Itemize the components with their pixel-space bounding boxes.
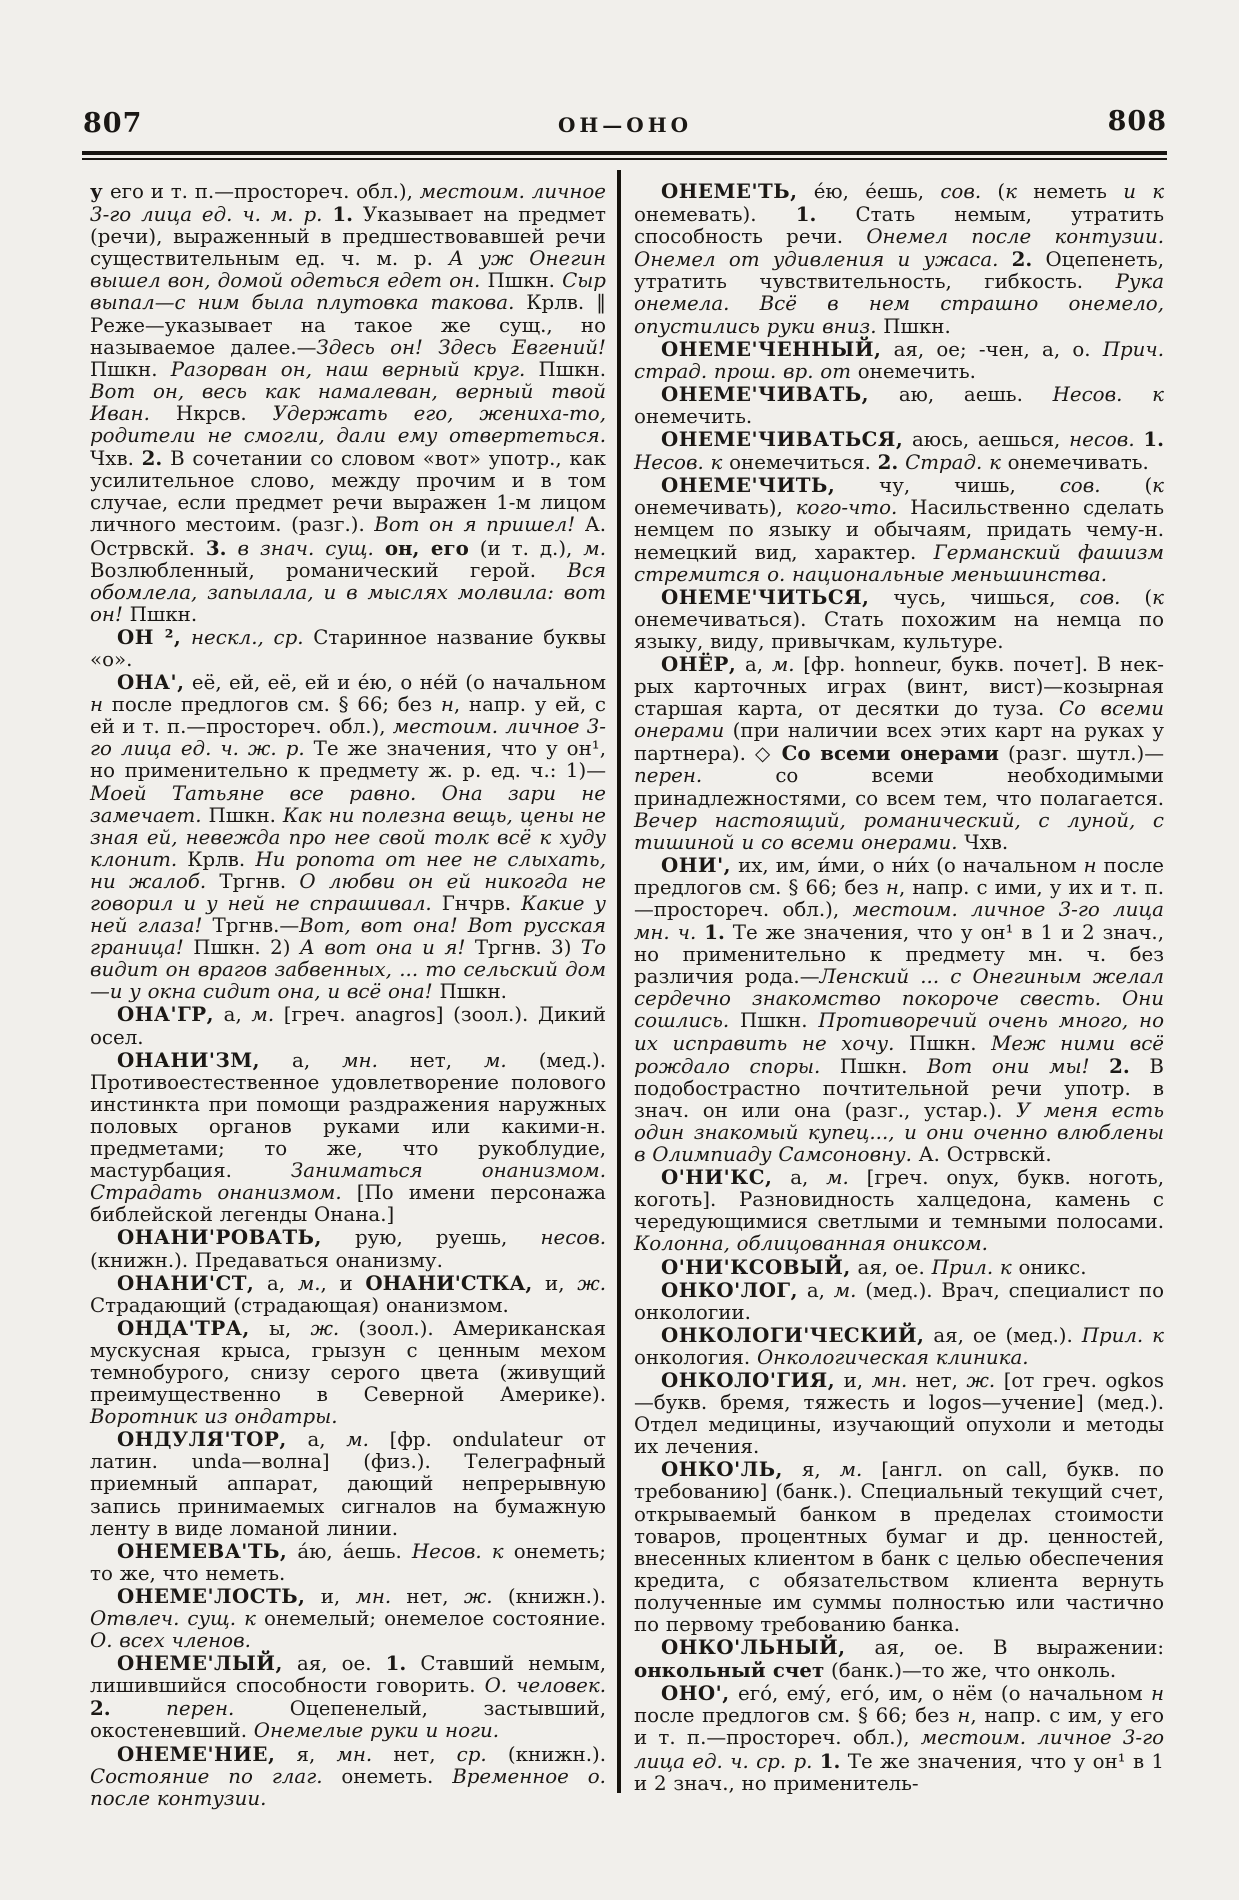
entry-text-italic: м.: [826, 1166, 849, 1190]
entry-text: (банк.)—то же, что онколь.: [824, 1659, 1117, 1683]
entry-text: неметь: [1016, 180, 1124, 203]
entry-text-italic: Разорван он, наш верный круг.: [170, 357, 526, 381]
entry-text-italic: кого-что.: [795, 496, 898, 520]
page-header: [83, 104, 1167, 146]
entry-text-italic: м.: [297, 1271, 321, 1295]
entry-text: а,: [260, 1048, 343, 1072]
entry-onkolog: [634, 1279, 1164, 1324]
entry-text-bold: ОНАНИ'СТКА,: [365, 1270, 533, 1295]
entry-text-italic: ср.: [456, 1742, 487, 1766]
entry-text-bold: 1.: [704, 920, 725, 945]
entry-text-italic: Прич. страд. прош. вр. от: [634, 337, 1164, 383]
entry-text: (разг. шутл.)—: [998, 742, 1165, 766]
entry-text-italic: У меня есть один знакомый купец..., и они оченно влюблены в Олимпиаду Самсоновну.: [634, 1098, 1164, 1167]
entry-text-bold: 1.: [1143, 427, 1164, 452]
entry-text-italic: Несов. к: [411, 1539, 504, 1563]
headword: у: [90, 179, 104, 203]
headword: ОНАНИ'РОВАТЬ,: [117, 1225, 322, 1250]
entry-text-italic: Заниматься онанизмом. Страдать онанизмом.: [90, 1159, 606, 1205]
entry-text: Те же значения, что у он¹ в 1 и 2 знач., но применительно к предмету мн. ч. без различия рода.—: [634, 921, 1165, 989]
entry-text: (зоол.). Американская мускусная крыса, грызун с ценным мехом темнобурого, снизу серого цвета (живущий преимущественно в Северной Америке).: [90, 1316, 606, 1407]
entry-text: Чхв.: [90, 447, 142, 471]
entry-ono: [634, 1682, 1164, 1794]
entry-onemechitsya: [634, 586, 1164, 653]
entry-text-italic: к: [1005, 180, 1017, 203]
entry-text: Старинное название буквы «о».: [90, 625, 606, 671]
entry-text-bold: 3.: [205, 535, 227, 560]
entry-text-italic: Несов. к: [634, 451, 723, 475]
entry-text-italic: О любви он ей никогда не говорил и у ней не спрашивал.: [90, 869, 607, 915]
page-number-left: 807: [83, 108, 143, 139]
entry-text-italic: Удержать его, жениха-то, родители не смогли, дали ему отвертеться.: [90, 401, 606, 448]
entry-text: нет,: [377, 1048, 484, 1072]
entry-text-italic: То видит он врагов забвенных, ... то сельский дом—и у окна сидит она, и всё она!: [90, 936, 606, 1004]
entry-text-bold: онкольный счет: [634, 1658, 825, 1683]
entry-text: онемечиваться). Стать похожим на немца по языку, виду, привычкам, культуре.: [634, 607, 1164, 653]
headword: ОНАНИ'ЗМ,: [117, 1047, 261, 1072]
entry-text-italic: Сыр выпал—с ним была плутовка такова.: [90, 269, 606, 315]
entry-text: , и: [320, 1271, 366, 1295]
headword: ОНЕМЕ'ЧИВАТЬСЯ,: [661, 427, 904, 452]
entry-text: а́ю, а́ешь.: [287, 1539, 412, 1563]
entry-text: нет,: [372, 1742, 457, 1766]
headword: ОНЕМЕВА'ТЬ,: [117, 1538, 288, 1563]
entry-text: её, ей, её, ей и е́ю, о не́й (о начальном: [184, 671, 606, 695]
entry-text: [998, 248, 1011, 271]
entry-text: (: [981, 180, 1006, 203]
entry-text-bold: 2.: [90, 1696, 111, 1721]
entry-text: [181, 626, 191, 649]
entry-text-bold: Со всеми онерами: [781, 741, 999, 766]
entry-onyor: [634, 653, 1164, 854]
entry-text-italic: Со всеми онерами: [634, 697, 1164, 743]
entry-text-italic: м.: [833, 1278, 857, 1302]
entry-onemechit: [634, 474, 1164, 585]
entry-onemenie: [90, 1743, 606, 1810]
entry-text-italic: местоим. личное 3-го лица мн. ч.: [634, 898, 1164, 945]
entry-text-italic: м.: [251, 1003, 275, 1027]
entry-onemevat: [90, 1540, 606, 1585]
entry-text-italic: Онемелые руки и ноги.: [253, 1719, 500, 1743]
entry-text: [812, 1750, 819, 1773]
entry-text-italic: Страд. к: [905, 451, 1001, 475]
entry-text-italic: сов.: [1059, 474, 1101, 498]
entry-text: А. Острвскй.: [911, 1143, 1052, 1167]
entry-text-italic: О. человек.: [484, 1674, 606, 1698]
entry-text-italic: м.: [583, 536, 606, 560]
headword: ОНЕМЕ'ЛЫЙ,: [117, 1651, 283, 1676]
entry-text-italic: к: [1152, 474, 1164, 498]
entry-ondatra: [90, 1317, 606, 1428]
entry-text-italic: м.: [484, 1048, 507, 1072]
headword: ОНА'ГР,: [117, 1002, 215, 1027]
entry-text: его́, ему́, его́, им, о нём (о начальном: [729, 1682, 1151, 1706]
entry-text-italic: Меж ними всё рождало споры.: [634, 1031, 1164, 1078]
entry-text-italic: ж.: [310, 1316, 340, 1340]
entry-text-italic: мн.: [342, 1048, 378, 1072]
entry-text-italic: н: [440, 693, 454, 717]
entry-text: я,: [782, 1458, 840, 1482]
headword: ОНЕМЕ'ЛОСТЬ,: [117, 1583, 306, 1608]
entry-text-italic: Ни ропота от нее не слыхать, ни жалоб.: [90, 847, 606, 893]
entry-onkolnyj: [634, 1636, 1164, 1682]
entry-text: нет,: [907, 1368, 967, 1392]
entry-text: и,: [305, 1584, 356, 1608]
entry-text-italic: Онемел после контузии. Онемел от удивления и ужаса.: [634, 225, 1164, 272]
entry-text: Пшкн.: [820, 1054, 927, 1078]
entry-text-italic: Отвлеч. сущ. к: [90, 1607, 256, 1630]
entry-text: Насильственно сделать немцем по языку и обычаям, придать чему-н. немецкий вид, характер.: [634, 496, 1164, 564]
entry-text-italic: перен.: [166, 1697, 235, 1721]
entry-onanizm: [90, 1049, 606, 1227]
header-rule: [82, 151, 1167, 160]
entry-text-bold: 2.: [877, 450, 899, 475]
entry-text: Чхв.: [957, 830, 1009, 854]
entry-text: Возлюбленный, романический герой.: [90, 558, 568, 582]
headword: ОНКО'ЛОГ,: [661, 1277, 798, 1302]
entry-text: [фр. honneur, букв. почет]. В нек-рых карточных играх (винт, вист)—козырная старшая карта, от десятки до туза.: [634, 652, 1164, 721]
entry-text: Крлв. ‖ Реже—указывает на такое же сущ., но называемое далее.—: [90, 291, 606, 359]
entry-text: Пшкн.: [876, 314, 951, 338]
entry-text-italic: н: [885, 875, 899, 899]
entry-text-bold: 2.: [141, 446, 163, 471]
entry-text: [374, 537, 385, 560]
entry-text: Нкрсв.: [149, 401, 273, 425]
entry-text-italic: м.: [346, 1428, 369, 1452]
headword: ОНЁР,: [661, 651, 737, 676]
entry-ondulyator: [90, 1428, 606, 1539]
entry-text-italic: Онкологическая клиника.: [756, 1345, 1029, 1369]
entry-onagr: [90, 1003, 606, 1048]
entry-text: Пшкн.: [729, 1009, 819, 1033]
entry-text: а,: [254, 1271, 298, 1295]
headword: ОНАНИ'СТ,: [117, 1270, 255, 1295]
entry-text: (: [1120, 585, 1153, 609]
entry-text: Пшкн.: [90, 357, 171, 381]
entry-text: онемечить.: [850, 359, 976, 383]
entry-text-italic: Германский фашизм стремится о. национальные меньшинства.: [634, 540, 1164, 586]
entry-text: (книжн.).: [492, 1584, 606, 1608]
entry-text: , напр. у ей, с ей и т. п.—простореч. обл.),: [90, 693, 606, 739]
headword: ОНКО'ЛЬНЫЙ,: [661, 1635, 846, 1660]
entry-text-italic: ж.: [577, 1271, 606, 1295]
entry-text-italic: в знач. сущ.: [237, 536, 374, 560]
entry-text: чу, чишь,: [835, 474, 1060, 498]
entry-text: (мед.). Врач, специалист по онкологии.: [634, 1278, 1164, 1324]
entry-text-italic: Как ни полезна вещь, цены не зная ей, невежда про нее свой толк всё к худу клонит.: [90, 803, 606, 871]
entry-text: аюсь, аешься,: [903, 428, 1070, 452]
entry-text: ая, ое.: [282, 1652, 386, 1676]
headword: ОНЕМЕ'ЧИВАТЬ,: [661, 381, 870, 406]
entry-text-italic: А уж Онегин вышел вон, домой одеться едет он.: [90, 247, 606, 293]
entry-text: Крлв.: [177, 847, 256, 871]
entry-text-italic: Вот они мы!: [927, 1054, 1090, 1078]
headword: ОНДА'ТРА,: [117, 1315, 250, 1340]
entry-text: Тргнв.—: [202, 914, 300, 938]
entry-text: (книжн.). Предаваться онанизму.: [90, 1248, 443, 1272]
entry-text-italic: Воротник из ондатры.: [90, 1405, 338, 1429]
entry-text: онеметь; то же, что неметь.: [90, 1539, 606, 1585]
entry-text: а,: [286, 1428, 347, 1452]
entry-text: [696, 921, 704, 944]
headword: ОНО',: [661, 1681, 730, 1706]
entry-text: онемечивать),: [634, 496, 796, 520]
entry-text: со всеми необходимыми принадлежностями, со всем тем, что полагается.: [634, 764, 1164, 810]
entry-text: Тргнв.: [206, 869, 300, 893]
entry-text-italic: Несов. к: [1052, 382, 1164, 406]
entry-text: Оцепенелый, застывший, окостеневший.: [90, 1697, 606, 1743]
entry-text: ы,: [249, 1316, 311, 1340]
entry-text-italic: Состояние по глаг.: [90, 1764, 323, 1788]
entry-text: онемевать).: [634, 203, 796, 227]
entry-text-italic: несов.: [1069, 428, 1135, 452]
entry-text: Указывает на предмет (речи), выраженный в предшествовавшей речи существительным ед. ч. м. р.: [90, 203, 606, 271]
entry-text-italic: н: [1150, 1682, 1164, 1706]
entry-onemechivatsya: [634, 428, 1164, 474]
entry-text: В сочетании со словом «вот» употр., как усилительное слово, между прочим и в том случае, если предмет речи выражен 1-м лицом личного местоим. (разг.).: [90, 447, 606, 537]
entry-text-italic: Моей Татьяне все равно. Она зари не замечает.: [90, 781, 606, 827]
entry-text-italic: м.: [839, 1458, 863, 1482]
entry-text: оникс.: [1011, 1255, 1087, 1279]
entry-text-italic: сов.: [940, 180, 982, 203]
entry-text-italic: А вот она и я!: [299, 936, 466, 960]
entry-text-italic: Вечер настоящий, романический, с луной, с тишиной и со всеми онерами.: [634, 808, 1164, 854]
running-title: ОН—ОНО: [557, 113, 693, 137]
entry-text: а,: [772, 1166, 827, 1190]
headword: ОНЕМЕ'ЧИТЬ,: [661, 473, 836, 498]
entry-text: Страдающий (страдающая) онанизмом.: [90, 1293, 509, 1317]
entry-onemet: [634, 180, 1164, 338]
entry-text-italic: О. всех членов.: [90, 1629, 251, 1653]
entry-text-italic: Прил. к: [931, 1255, 1012, 1279]
entry-text-italic: Противоречий очень много, но их исправить не хочу.: [634, 1009, 1164, 1055]
entry-text: Пшкн. 2): [183, 936, 300, 960]
entry-text-italic: Вот, вот она! Вот русская граница!: [90, 914, 606, 960]
entry-text: [англ. on call, букв. по требованию] (банк.). Специальный текущий счет, открываемый банком в пределах стоимости товаров, процентных бумаг и др. ценностей, внесенных клиентом в банк с целью обеспечения кредита, с обязательством клиента вернуть полученные им суммы полностью или частично по первому требованию банка.: [634, 1458, 1164, 1636]
entry-onanist: [90, 1272, 606, 1317]
entry-text-bold: он, его: [384, 535, 469, 560]
entry-text: Пшкн.: [432, 980, 507, 1004]
entry-text: онемечить.: [634, 404, 753, 428]
headword: ОНЕМЕ'ЧИТЬСЯ,: [661, 584, 870, 609]
right-column: [634, 180, 1164, 1795]
entry-text: [греч. onyx, букв. ноготь, коготь]. Разновидность халцедона, камень с чередующимися светлыми и темными полосами.: [634, 1166, 1164, 1234]
entry-text: Пшкн.: [122, 602, 198, 626]
entry-text-bold: 1.: [385, 1651, 407, 1676]
entry-text: а,: [214, 1003, 252, 1027]
entry-text-italic: местоим. личное 3-го лица ед. ч. ср. р.: [634, 1726, 1165, 1773]
entry-text-italic: Какие у ней глаза!: [90, 892, 606, 938]
entry-text-italic: Вот он я пришел!: [374, 513, 576, 537]
entry-text: е́ю, е́ешь,: [797, 180, 941, 203]
column-divider: [617, 170, 621, 1793]
headword: ОНДУЛЯ'ТОР,: [117, 1427, 287, 1452]
entry-text: чусь, чишься,: [869, 585, 1080, 609]
entry-text-italic: к: [1152, 585, 1164, 609]
entry-text: В подобострастно почтительной речи употр. в знач. он или она (разг., устар.).: [634, 1054, 1164, 1122]
entry-text-italic: ж.: [966, 1368, 996, 1392]
entry-onemelyj: [90, 1652, 606, 1742]
entry-text: (мед.). Противоестественное удовлетворение полового инстинкта при помощи раздражения наружных половых органов руками или какими-н. предметами; то же, что рукоблудие, мастурбация.: [90, 1048, 606, 1183]
entry-text: [111, 1697, 166, 1720]
entry-text-italic: м.: [771, 652, 795, 676]
headword: ОНЕМЕ'НИЕ,: [117, 1741, 276, 1766]
entry-on-2: [90, 626, 606, 671]
headword: ОНКОЛОГИ'ЧЕСКИЙ,: [661, 1322, 925, 1347]
entry-onkol: [634, 1458, 1164, 1636]
entry-text: Гнчрв.: [431, 892, 522, 915]
entry-text-italic: несов.: [540, 1226, 606, 1250]
entry-text: нет,: [391, 1584, 464, 1608]
entry-text: Пшкн.: [525, 357, 606, 381]
entry-text: онемечиться.: [722, 451, 878, 475]
entry-text: их, им, и́ми, о ни́х (о начальном: [731, 853, 1084, 877]
entry-text-bold: 1.: [795, 202, 817, 227]
entry-text: ая, ое (мед.).: [924, 1323, 1082, 1347]
entry-oniksovyj: [634, 1256, 1164, 1279]
entry-text: рую, руешь,: [321, 1226, 541, 1250]
entry-text-bold: 2.: [1109, 1053, 1130, 1078]
entry-text: ая, ое; -чен, а, о.: [881, 337, 1103, 361]
entry-text: Те же значения, что у он¹ в 1 и 2 знач., но применитель-: [634, 1749, 1165, 1795]
headword: ОНЕМЕ'ЧЕННЫЙ,: [661, 336, 882, 361]
entry-text-italic: мн.: [871, 1368, 908, 1392]
entry-text-bold: 1.: [819, 1748, 841, 1773]
entry-text: Тргнв. 3): [465, 936, 581, 960]
entry-text-italic: н: [957, 1704, 971, 1728]
entry-oniks: [634, 1166, 1164, 1255]
entry-onemechivat: [634, 383, 1164, 428]
entry-text-italic: Здесь он! Здесь Евгений!: [316, 335, 606, 359]
page-number-right: 808: [1107, 106, 1167, 137]
entry-text: Ставший немым, лишившийся способности говорить.: [90, 1652, 607, 1698]
entry-text-italic: Прил. к: [1081, 1323, 1164, 1347]
entry-text-bold: 1.: [332, 202, 353, 227]
entry-text: [По имени персонажа библейской легенды Онана.]: [90, 1181, 606, 1227]
headword: ОН ²,: [117, 624, 182, 649]
entry-text: Те же значения, что у он¹, но применительно к предмету ж. р. ед. ч.: 1)—: [90, 737, 606, 783]
entry-text: Оцепенеть, утратить чувствительность, гибкость.: [634, 248, 1164, 294]
entry-onanirovat: [90, 1226, 606, 1271]
entry-onkologiya: [634, 1369, 1164, 1458]
entry-text-italic: мн.: [336, 1742, 373, 1766]
entry-text-italic: Колонна, облицованная ониксом.: [634, 1232, 988, 1256]
entry-text-italic: Временное о. после контузии.: [90, 1764, 606, 1810]
entry-text: [от греч. ogkos—букв. бремя, тяжесть и logos—учение] (мед.). Отдел медицины, изучающий опухоли и методы их лечения.: [634, 1368, 1164, 1459]
headword: ОНА',: [117, 670, 185, 695]
entry-text-italic: Ленский ... с Онегиным желал сердечно знакомство покороче свесть. Они сошлись.: [634, 965, 1165, 1033]
entry-text: после предлогов см. § 66; без: [103, 693, 441, 717]
entry-text-italic: Вся обомлела, запылала, и в мыслях молвила: вот он!: [90, 558, 606, 626]
entry-text: и,: [532, 1271, 578, 1295]
entry-text: , напр. с ими, у их и т. п.—простореч. обл.),: [634, 875, 1164, 921]
entry-text: онемечивать.: [1000, 451, 1149, 475]
entry-ona: [90, 671, 606, 1003]
entry-text-italic: и к: [1123, 180, 1165, 203]
entry-text-italic: Вот он, весь как намалеван, верный твой Иван.: [90, 379, 606, 425]
entry-text: (при наличии всех этих карт на руках у партнера). ◇: [634, 719, 1164, 766]
left-column: [90, 180, 606, 1810]
entry-text-italic: перен.: [634, 764, 703, 788]
entry-text: [1090, 1055, 1110, 1078]
entry-text: А. Острвскй.: [90, 513, 606, 560]
entry-text: , напр. с им, у его и т. п.—простореч. обл.),: [634, 1704, 1164, 1750]
entry-text-italic: мн.: [355, 1584, 392, 1608]
entry-text: (книжн.).: [486, 1742, 606, 1766]
entry-text: Пшкн.: [201, 803, 283, 827]
entry-text: Пшкн.: [894, 1031, 992, 1055]
entry-onkologicheskij: [634, 1324, 1164, 1369]
entry-text-italic: местоим. личное 3-го лица ед. ч. ж. р.: [90, 715, 606, 761]
entry-text-italic: местоим. личное 3-го лица ед. ч. м. р.: [90, 180, 607, 227]
entry-text: онеметь.: [322, 1764, 453, 1788]
entry-text: [фр. ondulateur от латин. unda—волна] (физ.). Телеграфный приемный аппарат, дающий непрерывную запись принимаемых сигналов на бумажную ленту в виде ломаной линии.: [90, 1428, 606, 1540]
entry-text: (и т. д.),: [468, 536, 584, 560]
headword: О'НИ'КСОВЫЙ,: [661, 1254, 851, 1279]
headword: ОНИ',: [661, 852, 732, 877]
headword: ОНЕМЕ'ТЬ,: [661, 179, 798, 203]
entry-text-italic: нескл., ср.: [191, 625, 304, 649]
entry-text: [227, 537, 238, 560]
entry-text: ая, ое.: [850, 1255, 932, 1279]
headword: ОНКО'ЛЬ,: [661, 1457, 783, 1482]
entry-text: онемелый; онемелое состояние.: [255, 1607, 606, 1630]
entry-text: аю, аешь.: [869, 382, 1053, 406]
entry-onemelost: [90, 1585, 606, 1652]
entry-text: Стать немым, утратить способность речи.: [634, 203, 1164, 249]
entry-text: а,: [797, 1278, 834, 1302]
entry-onemechennyj: [634, 338, 1164, 383]
entry-text: и,: [835, 1368, 872, 1392]
entry-text: его и т. п.—простореч. обл.),: [103, 180, 420, 203]
entry-text: после предлогов см. § 66; без: [634, 1704, 958, 1728]
entry-oni: [634, 854, 1164, 1166]
entry-text: после предлогов см. § 66; без: [634, 853, 1164, 899]
entry-text-italic: ж.: [463, 1584, 493, 1608]
entry-text: Пшкн.: [480, 269, 563, 293]
entry-text: (: [1100, 474, 1153, 498]
headword: О'НИ'КС,: [661, 1165, 773, 1190]
entry-text: [322, 203, 332, 226]
entry-text-italic: сов.: [1079, 585, 1121, 609]
entry-on-1-continuation: [90, 180, 606, 626]
entry-text: ая, ое. В выражении:: [845, 1636, 1164, 1660]
entry-text-italic: Рука онемела. Всё в нем страшно онемело, опустились руки вниз.: [634, 270, 1164, 338]
headword: ОНКОЛО'ГИЯ,: [661, 1367, 836, 1392]
entry-text-italic: н: [1083, 853, 1097, 877]
entry-text: я,: [275, 1742, 337, 1766]
entry-text: [греч. anagros] (зоол.). Дикий осел.: [90, 1003, 606, 1049]
entry-text: а,: [736, 652, 772, 676]
entry-text-italic: н: [90, 693, 104, 717]
entry-text-bold: 2.: [1011, 247, 1033, 272]
entry-text: онкология.: [634, 1345, 757, 1369]
